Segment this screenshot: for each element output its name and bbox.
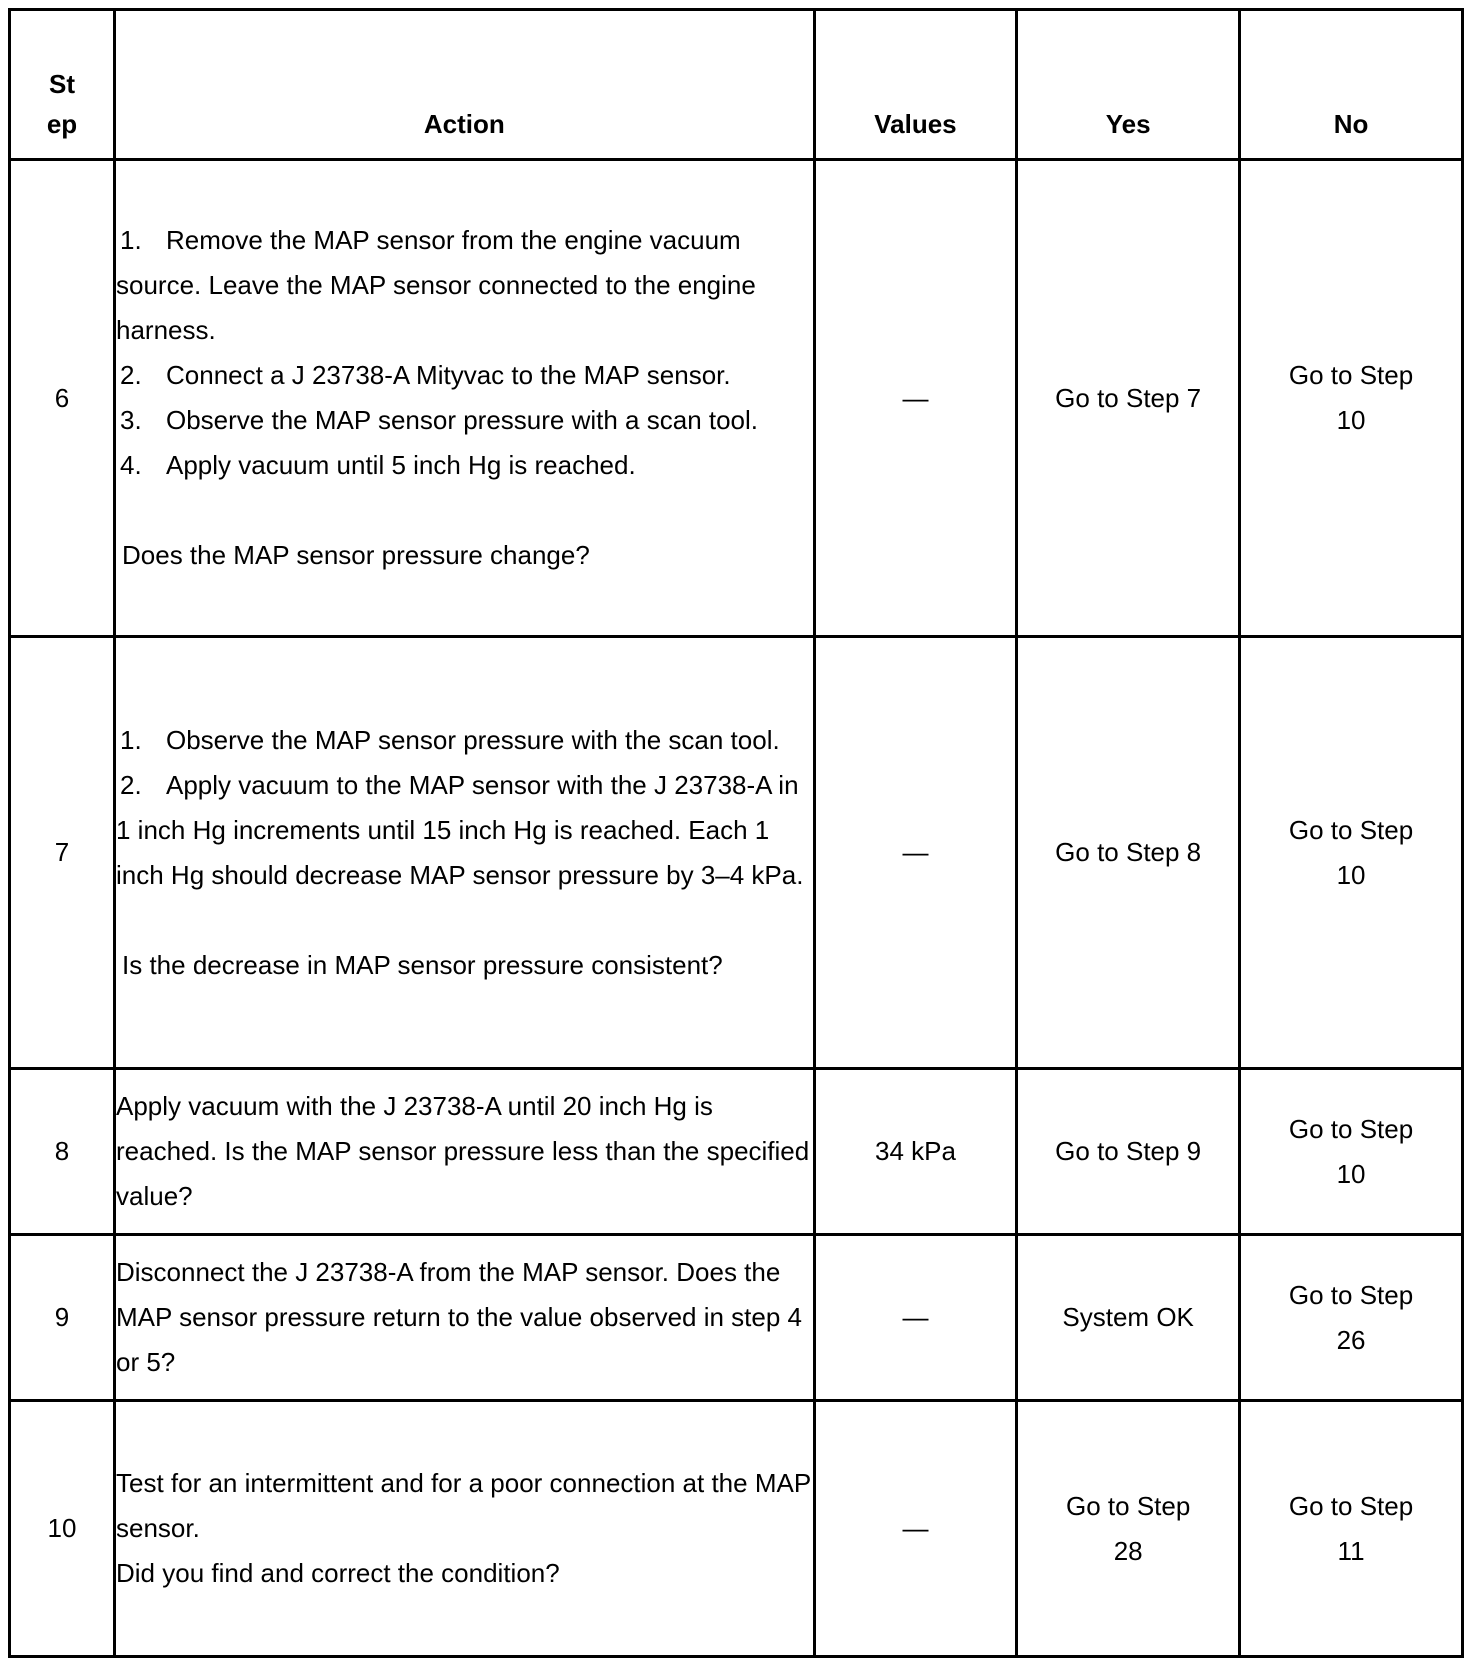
header-no: No xyxy=(1240,10,1463,160)
step-number: 10 xyxy=(10,1401,115,1657)
step-number: 7 xyxy=(10,637,115,1069)
yes-cell: Go to Step 9 xyxy=(1017,1069,1240,1235)
action-cell: Disconnect the J 23738-A from the MAP sensor. Does the MAP sensor pressure return to the value observed in step 4 or 5? xyxy=(115,1235,815,1401)
step-number: 8 xyxy=(10,1069,115,1235)
action-item: 4. Apply vacuum until 5 inch Hg is reached. xyxy=(120,450,636,480)
yes-cell: Go to Step 7 xyxy=(1017,160,1240,637)
values-cell: 34 kPa xyxy=(814,1069,1017,1235)
header-step: St ep xyxy=(10,10,115,160)
action-item: 1. Observe the MAP sensor pressure with the scan tool. xyxy=(120,724,780,755)
action-question: Does the MAP sensor pressure change? xyxy=(122,540,590,570)
step-number: 6 xyxy=(10,160,115,637)
table-row xyxy=(10,160,1463,637)
table-row xyxy=(10,1069,1463,1235)
table-header-row xyxy=(10,10,1463,160)
action-question: Is the decrease in MAP sensor pressure consistent? xyxy=(122,949,723,980)
step-number: 9 xyxy=(10,1235,115,1401)
values-cell: — xyxy=(814,637,1017,1069)
action-item: 2. Connect a J 23738-A Mityvac to the MAP sensor. xyxy=(120,360,731,390)
action-item: 2. Apply vacuum to the MAP sensor with the J 23738-A in 1 inch Hg increments until 15 inch Hg is reached. Each 1 inch Hg should decrease MAP sensor pressure by 3–4 kPa. xyxy=(116,769,806,890)
action-text: Test for an intermittent and for a poor connection at the MAP sensor. xyxy=(116,1468,818,1543)
table-row xyxy=(10,637,1463,1069)
action-cell xyxy=(115,160,815,637)
action-item: 1. Remove the MAP sensor from the engine vacuum source. Leave the MAP sensor connected to the engine harness. xyxy=(116,225,764,345)
header-action: Action xyxy=(115,10,815,160)
values-cell: — xyxy=(814,1235,1017,1401)
yes-cell: Go to Step 28 xyxy=(1017,1401,1240,1657)
action-item: 3. Observe the MAP sensor pressure with a scan tool. xyxy=(120,405,759,435)
action-question: Did you find and correct the condition? xyxy=(116,1558,560,1588)
no-cell: Go to Step 26 xyxy=(1240,1235,1463,1401)
no-cell: Go to Step 11 xyxy=(1240,1401,1463,1657)
action-cell xyxy=(115,1401,818,1657)
values-cell: — xyxy=(814,160,1017,637)
values-cell: — xyxy=(814,1401,1017,1657)
no-cell: Go to Step 10 xyxy=(1240,637,1463,1069)
table-row xyxy=(10,1401,1463,1657)
header-values: Values xyxy=(814,10,1017,160)
no-cell: Go to Step 10 xyxy=(1240,1069,1463,1235)
action-cell xyxy=(115,637,815,1069)
diagnostic-table xyxy=(8,8,1464,1658)
yes-cell: System OK xyxy=(1017,1235,1240,1401)
action-cell: Apply vacuum with the J 23738-A until 20 inch Hg is reached. Is the MAP sensor pressure less than the specified value? xyxy=(115,1069,815,1235)
table-row xyxy=(10,1235,1463,1401)
header-yes: Yes xyxy=(1017,10,1240,160)
no-cell: Go to Step 10 xyxy=(1240,160,1463,637)
yes-cell: Go to Step 8 xyxy=(1017,637,1240,1069)
